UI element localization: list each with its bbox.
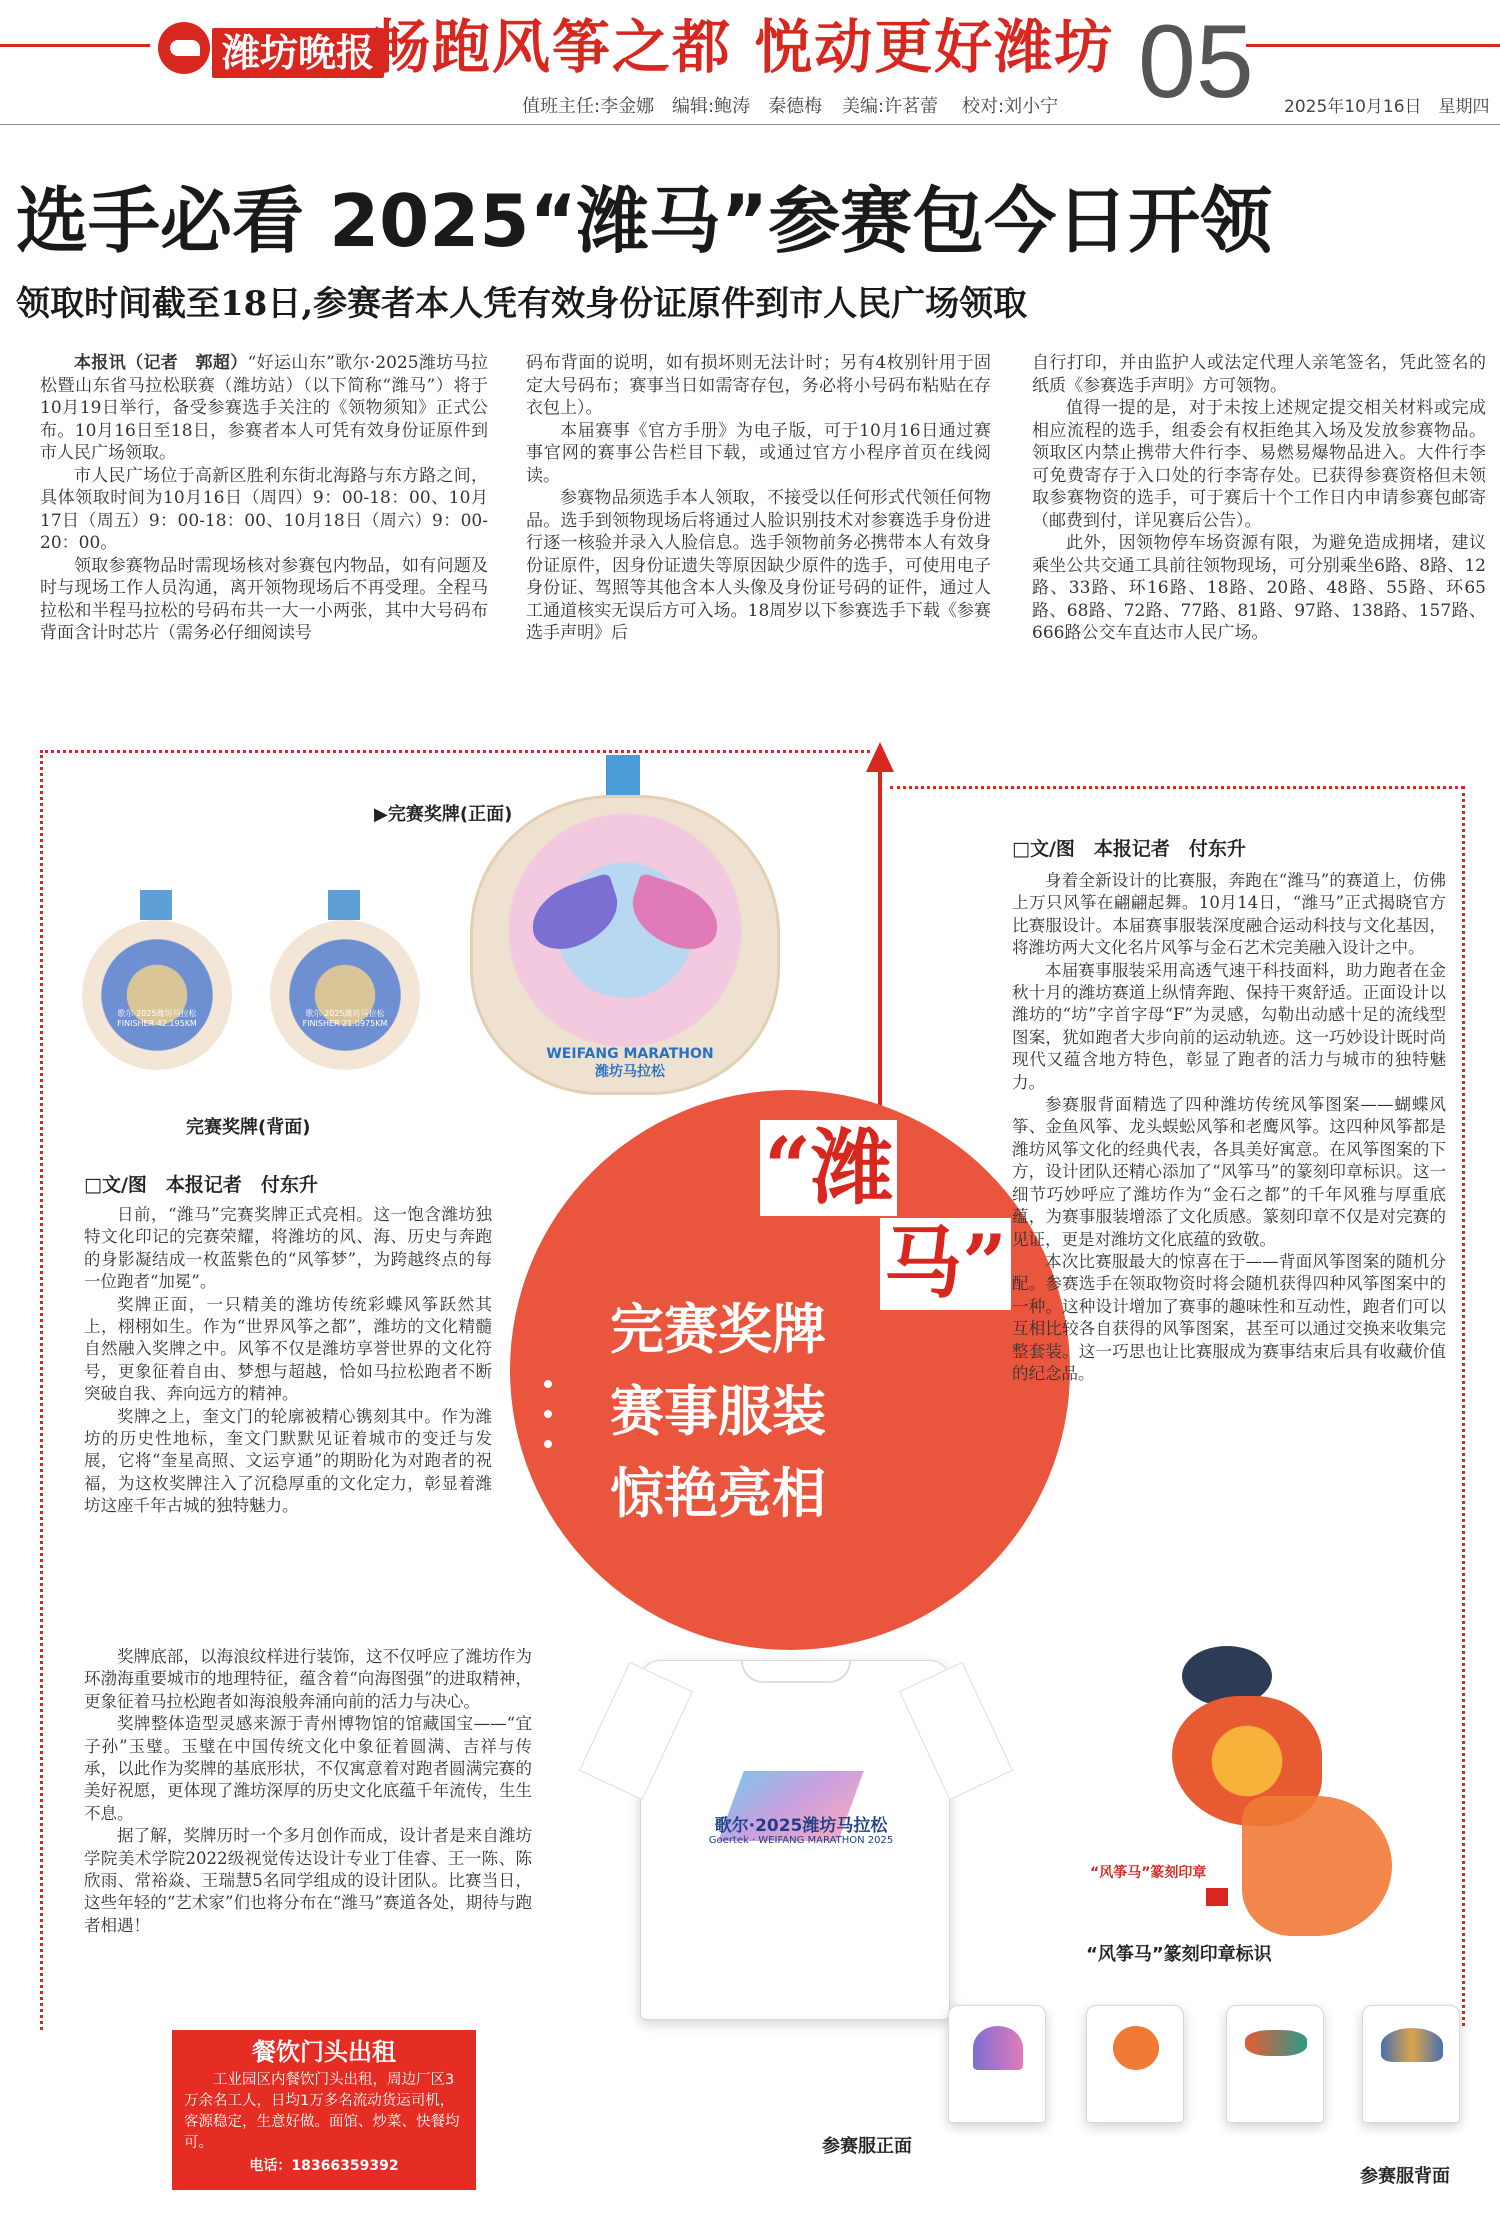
circle-bullet-icon bbox=[544, 1380, 552, 1388]
meta-date: 2025年10月16日 星期四 bbox=[1284, 97, 1490, 117]
meta-duty-editor: 值班主任:李金娜 bbox=[522, 96, 655, 117]
medal-story-column-bottom bbox=[84, 1646, 532, 1937]
medal-story-column-top bbox=[84, 1204, 492, 1518]
caption-shirt-front: 参赛服正面 bbox=[822, 2136, 912, 2157]
butterfly-kite-icon bbox=[530, 875, 720, 955]
article-column-3 bbox=[1032, 352, 1486, 645]
ad-body: 工业园区内餐饮门头出租，周边厂区3万余名工人，日均1万多名流动货运司机，客源稳定，生意好做。面馆、炒菜、快餐均可。 bbox=[184, 2072, 460, 2151]
medal-back-image-2 bbox=[270, 890, 420, 1050]
article-paragraph: 自行打印，并由监护人或法定代理人亲笔签名，凭此签名的纸质《参赛选手声明》方可领物。 bbox=[1032, 353, 1486, 396]
meta-editors: 编辑:鲍涛 秦德梅 bbox=[672, 96, 823, 117]
frame-top-left bbox=[40, 750, 870, 753]
arrow-up-icon bbox=[866, 742, 894, 772]
circle-title-line-3: 惊艳亮相 bbox=[610, 1462, 826, 1525]
circle-bullet-icon bbox=[544, 1410, 552, 1418]
medal-back-text: 歌尔·2025潍坊马拉松 FINISHER 42.195KM bbox=[117, 1009, 197, 1028]
article-paragraph: 市人民广场位于高新区胜利东街北海路与东方路之间，具体领取时间为10月16日（周四）9：00-18：00、10月17日（周五）9：00-18：00、10月18日（周六）9：00-20：00。 bbox=[40, 465, 488, 553]
caption-medal-front: ▶完赛奖牌(正面) bbox=[374, 804, 513, 825]
shirt-front-subtitle: Goertek · WEIFANG MARATHON 2025 bbox=[708, 1835, 894, 1846]
medal-story-paragraph: 奖牌整体造型灵感来源于青州博物馆的馆藏国宝——“宜子孙”玉璧。玉璧在中国传统文化中象征着圆满、吉祥与传承，以此作为奖牌的基底形状，不仅寓意着对跑者圆满完赛的美好祝愿，更体现了潍坊深厚的历史文化底蕴千年流传，生生不息。 bbox=[84, 1714, 532, 1823]
page-slogan: 畅跑风筝之都 悦动更好潍坊 bbox=[372, 13, 1115, 81]
goldfish-kite-icon bbox=[1113, 2026, 1159, 2070]
shirt-story-paragraph: 身着全新设计的比赛服，奔跑在“潍马”的赛道上，仿佛上万只风筝在翩翩起舞。10月14日，“潍马”正式揭晓官方比赛服设计。本届赛事服装深度融合运动科技与文化基因，将潍坊两大文化名片风筝与金石艺术完美融入设计之中。 bbox=[1012, 871, 1446, 958]
brush-title-2: 马” bbox=[880, 1218, 1011, 1310]
caption-shirt-back: 参赛服背面 bbox=[1360, 2166, 1450, 2187]
paper-logo-icon bbox=[158, 22, 210, 74]
article-paragraph: 参赛物品须选手本人领取，不接受以任何形式代领任何物品。选手到领物现场后将通过人脸识别技术对参赛选手身份进行逐一核验并录入人脸信息。选手领物前务必携带本人有效身份证原件，因身份证遗失等原因缺少原件的选手，可使用电子身份证、驾照等其他含本人头像及身份证号码的证件，通过人工通道核实无误后方可入场。18周岁以下参赛选手下载《参赛选手声明》后 bbox=[526, 488, 991, 643]
meta-art-editor: 美编:许茗蕾 bbox=[842, 96, 939, 117]
caption-seal: “风筝马”篆刻印章标识 bbox=[1086, 1944, 1272, 1965]
medal-story-byline: □文/图 本报记者 付东升 bbox=[84, 1174, 318, 1196]
article-paragraph: 此外，因领物停车场资源有限，为避免造成拥堵，建议乘坐公共交通工具前往领物现场，可分别乘坐6路、8路、12路、33路、环16路、18路、20路、48路、55路、环65路、68路、72路、77路、81路、97路、138路、157路、666路公交车直达市人民广场。 bbox=[1032, 533, 1486, 643]
frame-left bbox=[40, 750, 43, 2030]
dragon-kite-icon bbox=[1245, 2030, 1307, 2056]
shirt-story-paragraph: 本届赛事服装采用高透气速干科技面料，助力跑者在金秋十月的潍坊赛道上纵情奔跑、保持干爽舒适。正面设计以潍坊的“坊”字首字母“F”为灵感，勾勒出动感十足的流线型图案，犹如跑者大步向前的运动轨迹。这一巧妙设计既时尚现代又蕴含地方特色，彰显了跑者的活力与城市的独特魅力。 bbox=[1012, 960, 1446, 1092]
frame-right bbox=[1462, 786, 1465, 2026]
caption-medal-back: 完赛奖牌(背面) bbox=[186, 1117, 311, 1138]
medal-story-paragraph: 奖牌正面，一只精美的潍坊传统彩蝶风筝跃然其上，栩栩如生。作为“世界风筝之都”，潍坊的文化精髓自然融入奖牌之中。风筝不仅是潍坊享誉世界的文化符号，更象征着自由、梦想与超越，恰如马拉松跑者不断突破自我、奔向远方的精神。 bbox=[84, 1294, 492, 1404]
article-column-1 bbox=[40, 352, 488, 645]
shirt-back-eagle bbox=[1362, 2005, 1460, 2123]
shirt-story-byline: □文/图 本报记者 付东升 bbox=[1012, 838, 1246, 860]
frame-top-right bbox=[890, 786, 1464, 789]
masthead-rule-right bbox=[1246, 44, 1500, 47]
circle-title-line-2: 赛事服装 bbox=[610, 1380, 826, 1443]
page-number: 05 bbox=[1138, 4, 1254, 120]
article-column-2 bbox=[526, 352, 991, 645]
shirt-story-column bbox=[1012, 870, 1446, 1385]
meta-proofreader: 校对:刘小宁 bbox=[962, 96, 1059, 117]
article-paragraph: 值得一提的是，对于未按上述规定提交相关材料或完成相应流程的选手，组委会有权拒绝其入场及发放参赛物品。领取区内禁止携带大件行李、易燃易爆物品进入。大件行李可免费寄存于入口处的行李寄存处。已获得参赛资格但未领取参赛物资的选手，可于赛后十个工作日内申请参赛包邮寄（邮费到付，详见赛后公告）。 bbox=[1032, 398, 1486, 531]
medal-back-disc bbox=[270, 920, 420, 1070]
shirt-back-goldfish bbox=[1086, 2005, 1184, 2123]
subheadline: 领取时间截至18日,参赛者本人凭有效身份证原件到市人民广场领取 bbox=[16, 284, 1028, 324]
lead-label: 本报讯（记者 郭超） bbox=[74, 353, 248, 373]
classified-ad bbox=[172, 2030, 476, 2190]
ad-phone: 电话：18366359392 bbox=[249, 2158, 399, 2174]
article-paragraph: 领取参赛物品时需现场核对参赛包内物品，如有问题及时与现场工作人员沟通，离开领物现场后不再受理。全程马拉松和半程马拉松的号码布共一大一小两张，其中大号码布背面含计时芯片（需务必仔细阅读号 bbox=[40, 555, 488, 643]
article-paragraph: “好运山东”歌尔·2025潍坊马拉松暨山东省马拉松联赛（潍坊站）（以下简称“潍马”）将于10月19日举行，备受参赛选手关注的《领物须知》正式公布。10月16日至18日，参赛者本人可凭有效身份证原件到市人民广场领取。 bbox=[40, 353, 488, 463]
medal-back-image-1 bbox=[82, 890, 232, 1050]
butterfly-kite-icon bbox=[973, 2026, 1023, 2070]
paper-name: 潍坊晚报 bbox=[212, 28, 384, 78]
seal-stamp-icon bbox=[1206, 1888, 1228, 1906]
shirt-back-dragon bbox=[1226, 2005, 1324, 2123]
shirt-story-paragraph: 本次比赛服最大的惊喜在于——背面风筝图案的随机分配。参赛选手在领取物资时将会随机获得四种风筝图案中的一种。这种设计增加了赛事的趣味性和互动性，跑者们可以互相比较各自获得的风筝图案，甚至可以通过交换来收集完整套装。这一巧思也让比赛服成为赛事结束后具有收藏价值的纪念品。 bbox=[1012, 1251, 1446, 1383]
article-paragraph: 码布背面的说明，如有损坏则无法计时；另有4枚别针用于固定大号码布；赛事当日如需寄存包，务必将小号码布粘贴在存衣包上）。 bbox=[526, 353, 991, 418]
headline: 选手必看 2025“潍马”参赛包今日开领 bbox=[16, 179, 1273, 263]
seal-label: “风筝马”篆刻印章 bbox=[1090, 1865, 1207, 1881]
article-paragraph: 本届赛事《官方手册》为电子版，可于10月16日通过赛事官网的赛事公告栏目下载，或通过官方小程序首页在线阅读。 bbox=[526, 420, 991, 486]
masthead bbox=[0, 0, 1500, 118]
eagle-kite-icon bbox=[1381, 2028, 1443, 2062]
medal-ribbon-text: WEIFANG MARATHON 潍坊马拉松 bbox=[546, 1046, 714, 1080]
shirt-front-title: 歌尔·2025潍坊马拉松 bbox=[714, 1816, 888, 1836]
medal-story-paragraph: 日前，“潍马”完赛奖牌正式亮相。这一饱含潍坊独特文化印记的完赛荣耀，将潍坊的风、海、历史与奔跑的身影凝结成一枚蓝紫色的“风筝梦”，为跨越终点的每一位跑者“加冕”。 bbox=[84, 1205, 492, 1292]
goldfish-kite-image bbox=[1142, 1636, 1404, 1956]
medal-story-paragraph: 奖牌之上，奎文门的轮廓被精心镌刻其中。作为潍坊的历史性地标，奎文门默默见证着城市的变迁与发展，它将“奎星高照、文运亨通”的期盼化为对跑者的祝福，为这枚奖牌注入了沉稳厚重的文化定力，彰显着潍坊这座千年古城的独特魅力。 bbox=[84, 1406, 492, 1516]
shirt-back-butterfly bbox=[948, 2005, 1046, 2123]
medal-story-paragraph: 据了解，奖牌历时一个多月创作而成，设计者是来自潍坊学院美术学院2022级视觉传达设计专业丁佳睿、王一陈、陈欣雨、常裕焱、王瑞慧5名同学组成的设计团队。比赛当日，这些年轻的“艺术家”们也将分布在“潍马”赛道各处，期待与跑者相遇！ bbox=[84, 1826, 532, 1935]
medal-story-paragraph: 奖牌底部，以海浪纹样进行装饰，这不仅呼应了潍坊作为环渤海重要城市的地理特征，蕴含着“向海图强”的进取精神，更象征着马拉松跑者如海浪般奔涌向前的活力与决心。 bbox=[84, 1647, 532, 1711]
circle-title-line-1: 完赛奖牌 bbox=[610, 1298, 826, 1361]
medal-back-disc bbox=[82, 920, 232, 1070]
ad-title: 餐饮门头出租 bbox=[252, 2038, 396, 2066]
circle-bullet-icon bbox=[544, 1440, 552, 1448]
goldfish-tail-icon bbox=[1242, 1796, 1392, 1936]
masthead-rule-left bbox=[0, 44, 150, 47]
brush-title-1: “潍 bbox=[760, 1120, 897, 1216]
medal-back-text: 歌尔·2025潍坊马拉松 FINISHER 21.0975KM bbox=[302, 1009, 388, 1028]
shirt-story-paragraph: 参赛服背面精选了四种潍坊传统风筝图案——蝴蝶风筝、金鱼风筝、龙头蜈蚣风筝和老鹰风筝。这四种风筝都是潍坊风筝文化的经典代表，各具美好寓意。在风筝图案的下方，设计团队还精心添加了“风筝马”的篆刻印章标识。这一细节巧妙呼应了潍坊作为“金石之都”的千年风雅与厚重底蕴，为赛事服装增添了文化质感。篆刻印章不仅是对完赛的见证，更是对潍坊文化底蕴的致敬。 bbox=[1012, 1095, 1446, 1249]
masthead-divider bbox=[0, 124, 1500, 125]
shirt-front-image bbox=[640, 1660, 950, 2020]
